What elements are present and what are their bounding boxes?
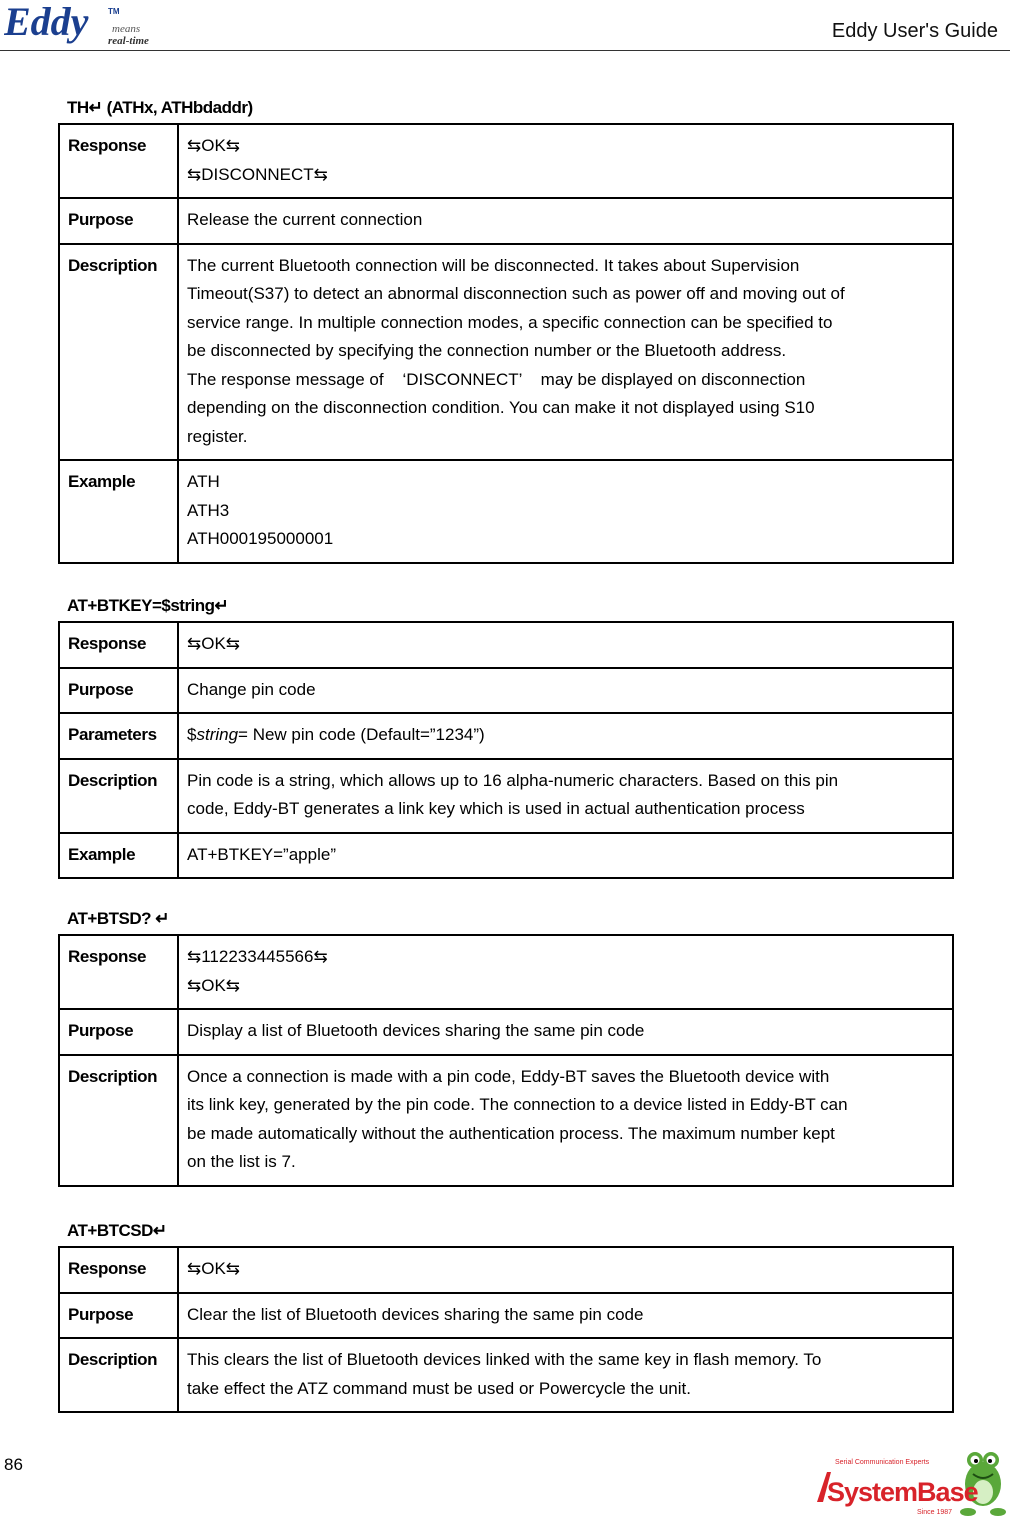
response-line: ⇆OK⇆ [187, 1259, 241, 1278]
row-value [178, 1293, 953, 1339]
table-row [59, 935, 953, 1009]
command-table-btsd [58, 934, 954, 1187]
parameter-text [187, 721, 944, 750]
response-line: ⇆OK⇆ [187, 975, 241, 995]
row-label: Response [59, 124, 178, 198]
parameter-name: string [196, 725, 239, 744]
description-line: The response message of ‘DISCONNECT’ may be displayed on disconnection [187, 369, 806, 389]
row-label: Description [59, 1338, 178, 1412]
example-line: ATH3 [187, 500, 230, 520]
row-value [178, 124, 953, 198]
example-line: ATH [187, 472, 220, 491]
description-line: register. [187, 426, 248, 446]
purpose-text: Clear the list of Bluetooth devices sharing the same pin code [187, 1304, 644, 1324]
purpose-text: Display a list of Bluetooth devices sharing the same pin code [187, 1021, 645, 1040]
row-label: Purpose [59, 668, 178, 714]
table-row [59, 622, 953, 668]
description-line: Once a connection is made with a pin code, Eddy-BT saves the Bluetooth device with [187, 1066, 830, 1086]
row-value [178, 1055, 953, 1186]
description-line: Pin code is a string, which allows up to 16 alpha-numeric characters. Based on this pin [187, 770, 839, 790]
row-value [178, 668, 953, 714]
row-label: Description [59, 244, 178, 461]
response-line: ⇆DISCONNECT⇆ [187, 164, 328, 184]
table-row [59, 833, 953, 879]
description-line: its link key, generated by the pin code. The connection to a device listed in Eddy-BT can [187, 1095, 848, 1114]
example-line: AT+BTKEY=”apple” [187, 844, 336, 864]
row-label: Example [59, 833, 178, 879]
systembase-logo [815, 1444, 1010, 1519]
table-row [59, 668, 953, 714]
page-header [0, 0, 1010, 52]
row-label: Purpose [59, 1009, 178, 1055]
row-value [178, 759, 953, 833]
description-line: Timeout(S37) to detect an abnormal disconnection such as power off and moving out of [187, 284, 845, 303]
table-row [59, 124, 953, 198]
description-line: be disconnected by specifying the connection number or the Bluetooth address. [187, 341, 787, 360]
brand-tagline: Serial Communication Experts [835, 1459, 930, 1466]
table-row [59, 1009, 953, 1055]
row-label: Parameters [59, 713, 178, 759]
purpose-text: Release the current connection [187, 210, 423, 229]
command-table-btcsd [58, 1246, 954, 1413]
table-row [59, 759, 953, 833]
description-line: be made automatically without the authentication process. The maximum number kept [187, 1123, 835, 1143]
logo-tagline-realtime: real-time [108, 35, 149, 47]
table-row [59, 244, 953, 461]
guide-title: Eddy User's Guide [831, 20, 998, 42]
table-row [59, 1338, 953, 1412]
header-divider [0, 50, 1010, 51]
description-line: take effect the ATZ command must be used or Powercycle the unit. [187, 1378, 691, 1398]
section-title-ath: TH↵ (ATHx, ATHbdaddr) [67, 98, 253, 117]
brand-since: Since 1987 [917, 1509, 953, 1516]
row-value [178, 833, 953, 879]
description-line: depending on the disconnection condition. You can make it not displayed using S10 [187, 398, 815, 417]
response-line: ⇆OK⇆ [187, 136, 241, 155]
row-value [178, 1247, 953, 1293]
row-label: Response [59, 935, 178, 1009]
row-value [178, 713, 953, 759]
description-line: This clears the list of Bluetooth devices linked with the same key in flash memory. To [187, 1350, 822, 1369]
command-table-btkey [58, 621, 954, 879]
purpose-text: Change pin code [187, 679, 316, 699]
description-line: service range. In multiple connection modes, a specific connection can be specified to [187, 312, 833, 332]
logo-tagline-means: means [112, 23, 141, 35]
table-row [59, 1293, 953, 1339]
brand-name: SystemBase [827, 1477, 978, 1507]
page-number: 86 [4, 1455, 23, 1474]
row-value [178, 622, 953, 668]
response-line: ⇆112233445566⇆ [187, 947, 328, 966]
command-table-ath [58, 123, 954, 564]
example-line: ATH000195000001 [187, 529, 334, 548]
row-label: Purpose [59, 1293, 178, 1339]
logo-trademark: TM [108, 7, 120, 16]
row-value [178, 460, 953, 563]
row-label: Response [59, 622, 178, 668]
table-row [59, 1055, 953, 1186]
description-line: The current Bluetooth connection will be disconnected. It takes about Supervision [187, 255, 800, 275]
parameter-prefix: $ [187, 725, 197, 744]
row-label: Example [59, 460, 178, 563]
row-label: Description [59, 1055, 178, 1186]
eddy-logo [4, 2, 164, 48]
parameter-description: = New pin code (Default=”1234”) [238, 725, 485, 744]
row-label: Purpose [59, 198, 178, 244]
table-row [59, 1247, 953, 1293]
table-row [59, 713, 953, 759]
description-line: on the list is 7. [187, 1152, 296, 1171]
row-value [178, 198, 953, 244]
table-row [59, 460, 953, 563]
section-title-btkey: AT+BTKEY=$string↵ [67, 596, 229, 615]
response-line: ⇆OK⇆ [187, 634, 241, 653]
row-value [178, 244, 953, 461]
section-title-btsd: AT+BTSD? ↵ [67, 909, 169, 928]
row-value [178, 1009, 953, 1055]
row-label: Description [59, 759, 178, 833]
row-value [178, 1338, 953, 1412]
section-title-btcsd: AT+BTCSD↵ [67, 1221, 167, 1240]
logo-wordmark: Eddy [4, 2, 89, 44]
row-value [178, 935, 953, 1009]
description-line: code, Eddy-BT generates a link key which is used in actual authentication process [187, 799, 805, 818]
table-row [59, 198, 953, 244]
row-label: Response [59, 1247, 178, 1293]
